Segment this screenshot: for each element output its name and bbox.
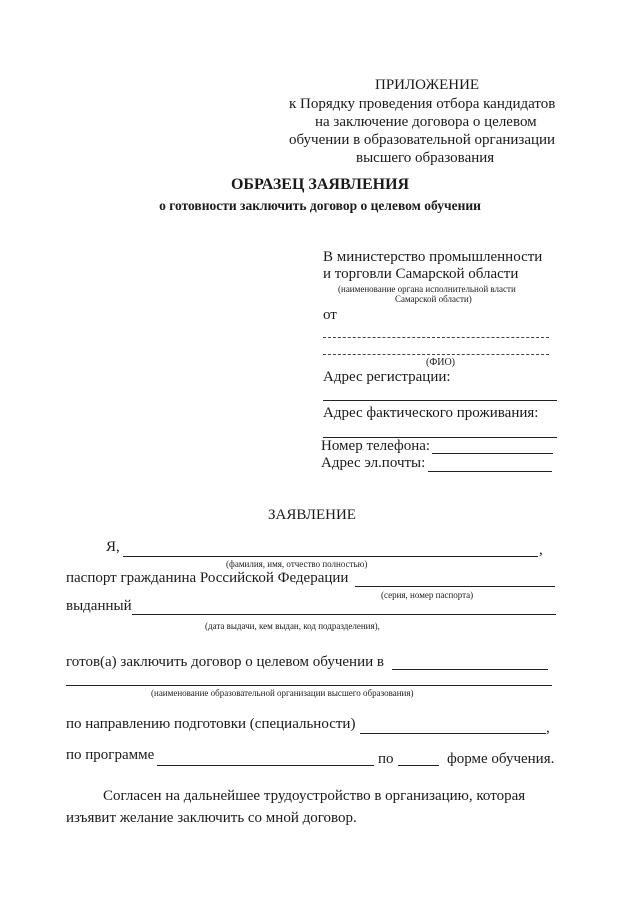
addressee-note: (наименование органа исполнительной власти [338, 284, 516, 294]
email-label: Адрес эл.почты: [321, 455, 426, 471]
appendix-line: обучении в образовательной организации [289, 132, 556, 148]
form-line[interactable] [398, 765, 439, 766]
email-line[interactable] [428, 471, 552, 472]
program-label: по программе [66, 747, 155, 763]
appendix-line: высшего образования [356, 150, 495, 166]
org-line[interactable] [392, 669, 548, 670]
fullname-note: (фамилия, имя, отчество полностью) [226, 559, 368, 569]
addressee-note: Самарской области) [395, 294, 472, 304]
consent-line: изъявит желание заключить со мной договор. [66, 810, 357, 826]
org-note: (наименование образовательной организации высшего образования) [151, 688, 414, 698]
ready-label: готов(а) заключить договор о целевом обучении в [66, 654, 384, 670]
passport-note: (серия, номер паспорта) [381, 590, 474, 600]
appendix-title: ПРИЛОЖЕНИЕ [375, 77, 480, 93]
appendix-line: на заключение договора о целевом [315, 114, 537, 130]
issued-note: (дата выдачи, кем выдан, код подразделения), [205, 621, 380, 631]
comma: , [539, 542, 543, 558]
passport-label: паспорт гражданина Российской Федерации [66, 570, 349, 586]
consent-line: Согласен на дальнейшее трудоустройство в организацию, которая [103, 788, 526, 804]
actual-address-label: Адрес фактического проживания: [323, 405, 539, 421]
form-label: форме обучения. [447, 751, 555, 767]
fio-note: (ФИО) [426, 357, 456, 368]
org-line-2[interactable] [66, 685, 552, 686]
reg-address-line[interactable] [323, 400, 557, 401]
issued-label: выданный [66, 598, 132, 614]
from-label: от [323, 307, 337, 323]
document-subtitle: о готовности заключить договор о целевом обучении [159, 198, 481, 213]
statement-title: ЗАЯВЛЕНИЕ [268, 507, 356, 523]
reg-address-label: Адрес регистрации: [323, 369, 451, 385]
program-line[interactable] [157, 765, 374, 766]
addressee-line: и торговли Самарской области [323, 266, 519, 282]
appendix-line: к Порядку проведения отбора кандидатов [289, 96, 556, 112]
fio-line[interactable] [323, 354, 549, 355]
fio-line[interactable] [323, 337, 549, 338]
direction-comma: , [546, 720, 550, 736]
po-label: по [378, 751, 394, 767]
i-label: Я, [106, 539, 120, 555]
phone-label: Номер телефона: [321, 438, 431, 454]
issued-line[interactable] [132, 614, 556, 615]
fullname-line[interactable] [123, 556, 538, 557]
addressee-line: В министерство промышленности [323, 249, 543, 265]
direction-label: по направлению подготовки (специальности) [66, 716, 356, 732]
document-title: ОБРАЗЕЦ ЗАЯВЛЕНИЯ [230, 176, 410, 193]
phone-line[interactable] [432, 453, 553, 454]
direction-line[interactable] [360, 733, 546, 734]
passport-line[interactable] [355, 586, 555, 587]
